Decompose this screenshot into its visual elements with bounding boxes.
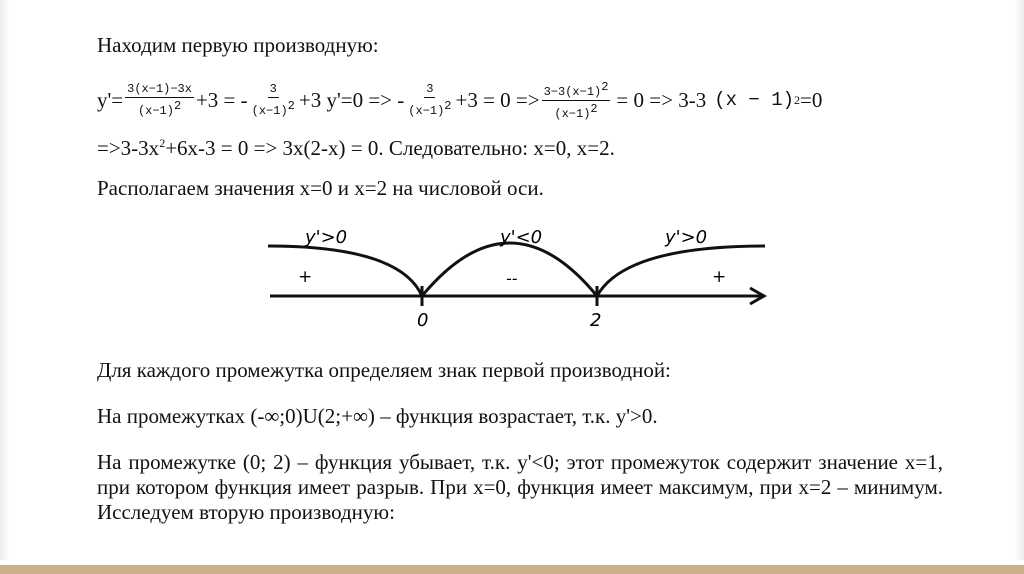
sign-plus-left: + xyxy=(298,267,313,287)
intervals-heading: Для каждого промежутка определяем знак первой производной: xyxy=(97,358,671,382)
fraction-2-den-base: (x−1) xyxy=(251,104,288,118)
fraction-4-den-exp: 2 xyxy=(590,101,598,116)
fraction-3-den-exp: 2 xyxy=(444,99,452,113)
fraction-3-den-base: (x−1) xyxy=(408,104,445,118)
label-derivative-positive-right: y'>0 xyxy=(665,227,708,248)
formula-part-1: +3 = - xyxy=(195,87,248,112)
label-derivative-positive-left: y'>0 xyxy=(305,227,348,248)
point-label-two: 2 xyxy=(590,310,602,331)
solution-exp: 2 xyxy=(159,136,166,150)
slide-bottom-bar xyxy=(0,565,1024,574)
fraction-4-num-base: 3−3(x−1) xyxy=(543,84,602,99)
label-derivative-negative: y'<0 xyxy=(500,227,543,248)
formula-part-3: +3 = 0 => xyxy=(455,87,540,112)
fraction-1-den-base: (x−1) xyxy=(137,104,174,118)
formula-prefix: y'= xyxy=(97,87,124,112)
sign-minus-middle: -- xyxy=(506,269,518,288)
formula-part-4-exp: 2 xyxy=(794,92,801,107)
formula-part-4-mono: (x − 1) xyxy=(714,89,795,111)
formula-part-4-end: =0 xyxy=(800,87,823,112)
solution-part-a: =>3-3x xyxy=(97,136,160,160)
increasing-statement: На промежутках (-∞;0)U(2;+∞) – функция возрастает, т.к. y'>0. xyxy=(97,404,658,428)
decreasing-paragraph: На промежутке (0; 2) – функция убывает, т.к. y'<0; этот промежуток содержит значение x=1, при котором функция имеет разрыв. При x=0, функция имеет максимум, при x=2 – минимум. Исследуем вторую производную: xyxy=(97,450,943,524)
fraction-4-den-base: (x−1) xyxy=(554,106,591,121)
fraction-3-numerator: 3 xyxy=(426,82,434,96)
fraction-4-num-exp: 2 xyxy=(601,79,609,94)
number-line-intro: Располагаем значения x=0 и x=2 на числовой оси. xyxy=(97,176,544,200)
fraction-2-numerator: 3 xyxy=(269,82,277,96)
formula-part-4: = 0 => 3-3 xyxy=(616,87,707,112)
solution-part-b: +6x-3 = 0 => 3x(2-x) = 0. Следовательно: x=0, x=2. xyxy=(165,136,615,160)
curve-left xyxy=(268,246,422,296)
sign-plus-right: + xyxy=(712,267,727,287)
curve-right xyxy=(597,246,765,296)
fraction-2-den-exp: 2 xyxy=(287,99,295,113)
point-label-zero: 0 xyxy=(417,310,429,331)
fraction-1-den-exp: 2 xyxy=(173,99,182,113)
fraction-1-numerator: 3(x−1)−3x xyxy=(127,82,192,96)
formula-part-2: +3 y'=0 => - xyxy=(298,87,405,112)
heading-text: Находим первую производную: xyxy=(97,33,379,57)
